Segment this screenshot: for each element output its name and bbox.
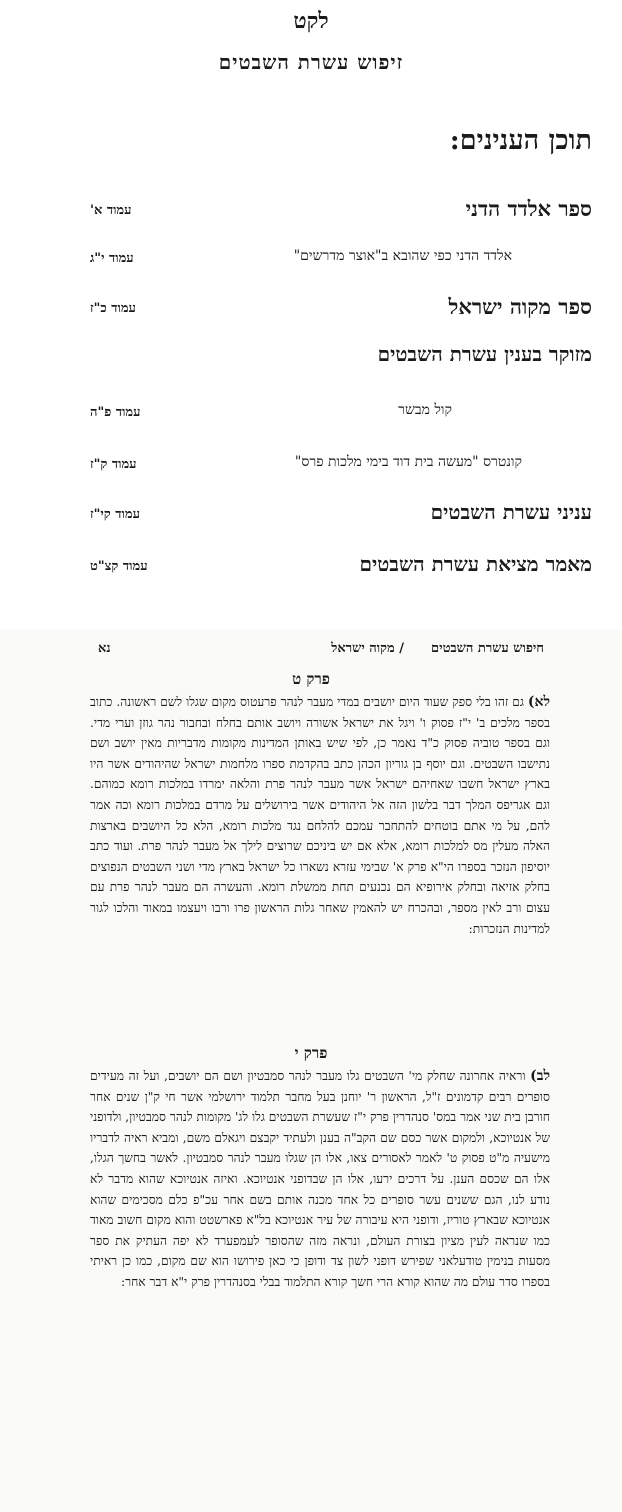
paragraph-marker: לא) (527, 694, 551, 710)
toc-entry-page: עמוד ק"ז (90, 457, 137, 472)
toc-entry-page: עמוד קי"ז (90, 507, 140, 522)
book-title: זיפוש עשרת השבטים (218, 50, 404, 74)
toc-entry (0, 500, 622, 534)
paragraph-marker: לב) (530, 1068, 551, 1084)
paragraph (90, 692, 550, 1038)
toc-entry-title: קול מבשר (398, 402, 452, 418)
toc-entry-page: עמוד קצ"ט (90, 559, 148, 574)
toc-entry (0, 248, 622, 282)
page-number: נא (98, 641, 111, 656)
toc-entry-title: אלדד הדני כפי שהובא ב"אוצר מדרשים" (293, 248, 512, 264)
toc-entry-page: עמוד י"ג (90, 251, 134, 266)
toc-entry (0, 196, 622, 230)
toc-entry-title: ספר מקוה ישראל (448, 294, 592, 319)
toc-entry-title: מזוקר בענין עשרת השבטים (377, 342, 592, 366)
toc-entry (0, 294, 622, 328)
running-head-subtitle: / מקוה ישראל (331, 641, 404, 656)
toc-entry-title: מאמר מציאת עשרת השבטים (359, 552, 592, 576)
toc-entry-title: קונטרס "מעשה בית דוד בימי מלכות פרס" (294, 454, 522, 470)
paragraph-text: גם זהו בלי ספק שעוד היום יושבים במדי מעבר לנהר פרעטוס מקום שגלו לשם ראשונה. כתוב בספר מלכים ב' י"ז פסוק ו' ויגל את ישראל אשורה ויושב אותם בחלח ובחבור נהר גוזן וערי מדי. וגם בספר טוביה פסוק כ"ד נאמר כן, לפי שיש באותן המדינות מקומות מדבריות מאין יושב ושם נתישבו השבטים. וגם יוסף בן גוריון הכהן כתב בהקדמת ספרו מלחמות ישראל שהיהודים אשר היו בארץ ישראל חשבו שאחיהם ישראל אשר מעבר לנהר פרת והלאה ימרדו במלכות רומא כמוהם. וגם אגריפס המלך דבר בלשון הזה אל היהודים אשר בירושלים על מרדם במלכות רומא וכה אמר להם, על מי אתם בוטחים להתחבר עמכם להלחם נגד מלכות רומא, הלא כל היושבים בארצות האלה מעלין מס למלכות רומא, אלא אם יש ביניכם שרוצים לילך אל מעבר לנהר פרת. ועוד כתב יוסיפון הנזכר בספרו הי"א פרק א' שבימי עזרא נשארו כל ישראל בארץ מדי ושני השבטים הנפוצים בחלק אזיאה ובחלק אירופיא הם נכנעים תחת ממשלת רומא. והעשרה הם מעבר לנהר פרת עם עצום ורב לאין מספר, ובהכרח יש להאמין שאחר גלות הראשון פרו ורבו ויעצמו במאוד והלכו לגור למדינות הנזכרות: (90, 695, 550, 936)
table-of-contents-page (0, 0, 622, 610)
toc-entry-page: עמוד כ"ז (90, 301, 136, 316)
toc-entry-title: עניני עשרת השבטים (430, 500, 592, 524)
toc-entry (0, 402, 622, 436)
running-head-title: חיפוש עשרת השבטים (431, 641, 544, 656)
paragraph-text: וראיה אחרונה שחלק מי' השבטים גלו מעבר לנהר סמבטיון ושם הם יושבים, ועל זה מעידים סופרים רבים קדמונים ז"ל, הראשון ר' יוחנן בעל מחבר תלמוד ירושלמי אשר חי ק"ן שנים אחר חורבן בית שני אמר במס' סנהדרין פרק י"ז שעשרת השבטים גלו לג' מקומות לנהר סמבטיון, ולדופני של אנטיוכא, ולמקום אשר כסם שם הקב"ה בענן ולעתיד יקבצם ויגאלם משם, ומביא ראיה לדבריו מישעיה מ"ט פסוק ט' לאמר לאסורים צאו, אלו הן שגלו מעבר לנהר סמבטיון. לאשר בחשך הגלו, אלו הם שכסם הענן. על דרכים ירעו, אלו הן שבדופני אנטיוכא. ואיזה אנטיוכא שהוא מדבר לא נודע לנו, הגם ששנים עשר סופרים כל אחד מכנה אותם בשם אחר עכ"פ כלם מסכימים שהוא אנטיוכא שבארץ טוריז, ודופני היא עיבורה של עיר אנטיוכא בל"א פארשטט והוא מקום חשוב מאוד כמו שנראה לעין מציון בצורת העולם, ונראה מזה שהסופר לעמפערד לא יפה העתיק את ספר מסעות בנימין טודעלאני שפירש דופני לשון צד ודופן כי כאן פירושו הוא שם מקום, כמו כן ראיתי בספרו סדר עולם מה שהוא קורא הרי חשך קורא התלמוד בבלי בסנהדרין פרק י"א דבר אחר: (90, 1069, 550, 1289)
chapter-heading: פרק ט (292, 670, 330, 688)
toc-entry-page: עמוד א' (90, 203, 132, 218)
running-head (98, 640, 544, 662)
collection-label: לקט (293, 8, 329, 34)
toc-entry (0, 342, 622, 376)
toc-entry-title: ספר אלדד הדני (465, 196, 592, 221)
toc-entry-page: עמוד פ"ה (90, 405, 141, 420)
paragraph (90, 1066, 550, 1506)
chapter-heading: פרק י (294, 1044, 328, 1062)
toc-entry (0, 552, 622, 586)
scanned-page (0, 630, 622, 1512)
toc-heading: תוכן הענינים: (449, 125, 592, 156)
toc-entry (0, 454, 622, 488)
